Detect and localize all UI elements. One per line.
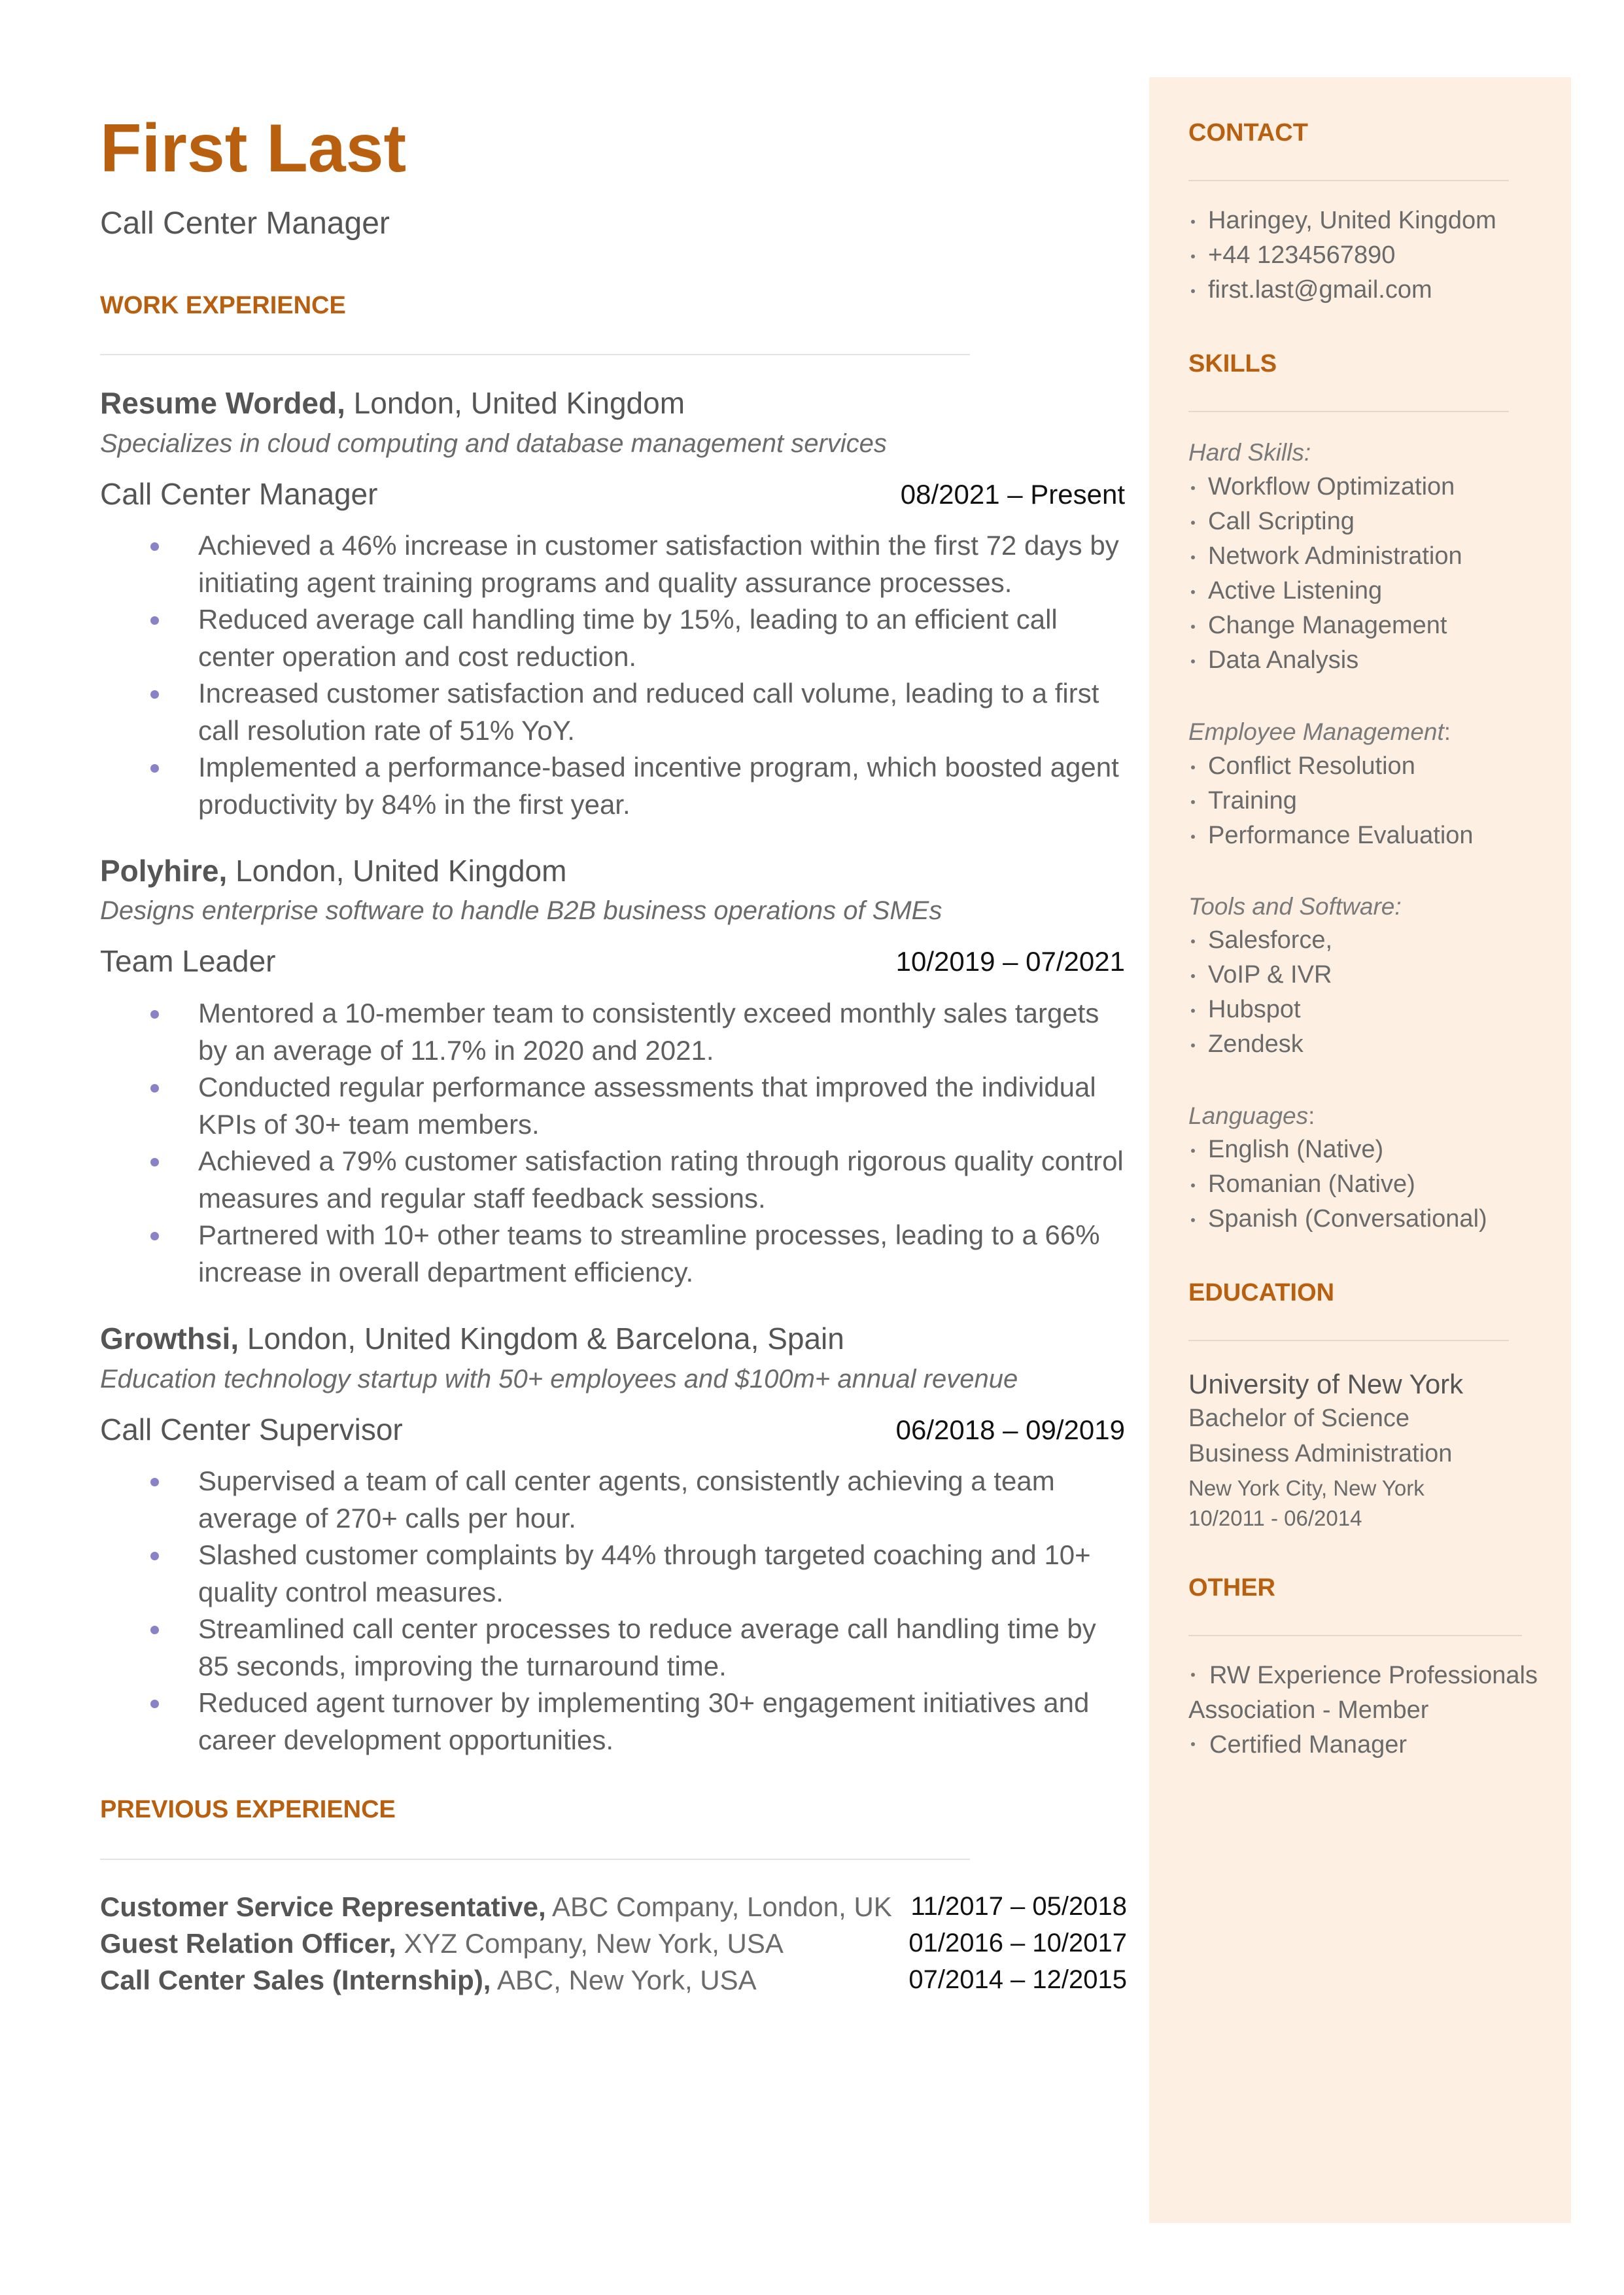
company-name: Resume Worded,: [100, 386, 345, 420]
job-bullets: [150, 1463, 1132, 1759]
bullet-item: [150, 527, 1132, 601]
skill-item: [1188, 574, 1555, 608]
previous-role: Customer Service Representative,: [100, 1891, 546, 1922]
job-dates: 06/2018 – 09/2019: [895, 1414, 1125, 1445]
company-location: London, United Kingdom: [227, 854, 567, 888]
bullet-dot-icon: [1191, 254, 1195, 258]
bullet-text: Achieved a 79% customer satisfaction rating through rigorous quality control measures and regular staff feedback sessions.: [198, 1146, 1124, 1214]
bullet-item: [150, 1463, 1132, 1537]
sidebar-divider: [1188, 1340, 1509, 1341]
skill-item: [1188, 608, 1555, 643]
skill-text: Workflow Optimization: [1208, 473, 1455, 500]
bullet-dot-icon: [150, 1700, 159, 1708]
skill-item: [1188, 784, 1555, 818]
skills-group-label-text: Languages: [1188, 1102, 1309, 1129]
bullet-item: [150, 995, 1132, 1069]
previous-dates: 11/2017 – 05/2018: [910, 1892, 1127, 1921]
bullet-text: Increased customer satisfaction and reduced call volume, leading to a first call resolution rate of 51% YoY.: [198, 678, 1099, 746]
skills-group-label-text: Employee Management: [1188, 718, 1444, 745]
bullet-text: Streamlined call center processes to reduce average call handling time by 85 seconds, improving the turnaround time.: [198, 1613, 1096, 1681]
bullet-item: [150, 1143, 1132, 1217]
bullet-dot-icon: [1191, 659, 1195, 663]
bullet-item: [150, 1217, 1132, 1291]
company-name: Polyhire,: [100, 854, 228, 888]
skill-text: Spanish (Conversational): [1208, 1205, 1487, 1233]
skill-item: [1188, 749, 1555, 784]
bullet-text: Reduced average call handling time by 15%, leading to an efficient call center operation and cost reduction.: [198, 604, 1058, 672]
bullet-dot-icon: [1191, 1183, 1195, 1187]
sidebar-divider: [1188, 411, 1509, 412]
contact-email: [1188, 273, 1555, 307]
bullet-text: Conducted regular performance assessments that improved the individual KPIs of 30+ team members.: [198, 1072, 1096, 1140]
skills-group-label-suffix: :: [1308, 1102, 1315, 1129]
education-location: New York City, New York: [1188, 1476, 1425, 1500]
company-description: Specializes in cloud computing and database management services: [100, 429, 887, 458]
bullet-dot-icon: [1191, 625, 1195, 629]
bullet-dot-icon: [1191, 835, 1195, 839]
company-location: London, United Kingdom & Barcelona, Spain: [239, 1322, 844, 1356]
contact-phone: [1188, 238, 1555, 273]
skill-text: Network Administration: [1208, 542, 1462, 570]
bullet-dot-icon: [1191, 765, 1195, 769]
contact-location-text: Haringey, United Kingdom: [1208, 207, 1496, 234]
other-item-text: RW Experience Professionals Association - Member: [1188, 1662, 1538, 1724]
bullet-dot-icon: [1191, 289, 1195, 293]
skill-text: Salesforce,: [1208, 926, 1333, 954]
skill-item: [1188, 1202, 1555, 1236]
skills-list: [1188, 749, 1555, 853]
job-dates: 10/2019 – 07/2021: [895, 946, 1125, 977]
bullet-item: [150, 601, 1132, 675]
skills-group-label-suffix: :: [1443, 718, 1451, 745]
skill-item: [1188, 1167, 1555, 1202]
bullet-dot-icon: [1191, 800, 1195, 804]
bullet-dot-icon: [1191, 939, 1195, 943]
bullet-dot-icon: [150, 690, 159, 699]
bullet-dot-icon: [1191, 590, 1195, 594]
previous-role: Call Center Sales (Internship),: [100, 1965, 491, 1995]
skill-item: [1188, 818, 1555, 853]
bullet-dot-icon: [1191, 1742, 1195, 1746]
contact-email-text: first.last@gmail.com: [1208, 276, 1432, 304]
company-name: Growthsi,: [100, 1322, 239, 1356]
bullet-dot-icon: [1191, 1218, 1195, 1222]
bullet-dot-icon: [150, 542, 159, 551]
bullet-text: Achieved a 46% increase in customer satisfaction within the first 72 days by initiating agent training programs and quality assurance processes.: [198, 530, 1119, 598]
bullet-item: [150, 1069, 1132, 1143]
bullet-dot-icon: [1191, 220, 1195, 224]
skill-text: Training: [1208, 787, 1297, 815]
skills-title: SKILLS: [1188, 350, 1277, 377]
previous-org: XYZ Company, New York, USA: [396, 1928, 784, 1959]
skill-text: Data Analysis: [1208, 646, 1359, 674]
job-role: Call Center Manager: [100, 477, 378, 511]
education-dates: 10/2011 - 06/2014: [1188, 1506, 1362, 1530]
job-dates: 08/2021 – Present: [900, 479, 1125, 510]
contact-list: [1188, 203, 1555, 307]
other-item: [1188, 1658, 1555, 1728]
job-bullets: [150, 527, 1132, 823]
previous-experience-row: [100, 1927, 1127, 1960]
previous-dates: 07/2014 – 12/2015: [908, 1965, 1127, 1994]
section-divider: [100, 354, 970, 355]
company-location: London, United Kingdom: [345, 386, 685, 420]
skill-text: Active Listening: [1208, 577, 1383, 604]
contact-phone-text: +44 1234567890: [1208, 241, 1396, 269]
other-item-text: Certified Manager: [1209, 1731, 1408, 1759]
bullet-dot-icon: [1191, 521, 1195, 525]
bullet-dot-icon: [150, 1478, 159, 1486]
bullet-dot-icon: [1191, 1673, 1195, 1677]
skill-text: VoIP & IVR: [1208, 961, 1332, 989]
previous-experience-row: [100, 1964, 1127, 1997]
skill-text: Call Scripting: [1208, 508, 1355, 535]
education-degree: Bachelor of Science: [1188, 1405, 1409, 1432]
skill-text: English (Native): [1208, 1136, 1384, 1163]
bullet-text: Partnered with 10+ other teams to streamline processes, leading to a 66% increase in overall department efficiency.: [198, 1219, 1100, 1288]
education-title: EDUCATION: [1188, 1279, 1335, 1306]
education-school: University of New York: [1188, 1369, 1464, 1399]
skill-item: [1188, 470, 1555, 504]
bullet-dot-icon: [150, 1010, 159, 1019]
previous-org: ABC, New York, USA: [491, 1965, 757, 1995]
bullet-dot-icon: [150, 1552, 159, 1560]
bullet-dot-icon: [150, 764, 159, 773]
previous-experience-row: [100, 1891, 1127, 1923]
education-field: Business Administration: [1188, 1440, 1453, 1467]
skill-item: [1188, 643, 1555, 678]
skill-text: Performance Evaluation: [1208, 822, 1474, 849]
previous-experience-title: PREVIOUS EXPERIENCE: [100, 1796, 396, 1823]
skills-group-label: [1188, 718, 1451, 746]
skill-item: [1188, 958, 1555, 992]
bullet-text: Supervised a team of call center agents, consistently achieving a team average of 270+ calls per hour.: [198, 1465, 1055, 1533]
skills-group-label: Hard Skills:: [1188, 439, 1311, 466]
previous-org: ABC Company, London, UK: [545, 1891, 892, 1922]
job-company-line: [100, 1321, 844, 1357]
skills-group-label: Tools and Software:: [1188, 893, 1402, 920]
job-company-line: [100, 853, 566, 889]
contact-location: [1188, 203, 1555, 238]
skills-list: [1188, 1132, 1555, 1236]
bullet-dot-icon: [1191, 1009, 1195, 1013]
bullet-text: Mentored a 10-member team to consistently exceed monthly sales targets by an average of 11.7% in 2020 and 2021.: [198, 998, 1099, 1066]
section-divider: [100, 1859, 970, 1860]
company-description: Designs enterprise software to handle B2B business operations of SMEs: [100, 896, 942, 925]
job-role: Call Center Supervisor: [100, 1412, 403, 1446]
skill-text: Change Management: [1208, 612, 1447, 639]
bullet-item: [150, 749, 1132, 823]
candidate-name: First Last: [100, 111, 407, 186]
bullet-dot-icon: [150, 1158, 159, 1166]
bullet-dot-icon: [1191, 486, 1195, 490]
company-description: Education technology startup with 50+ employees and $100m+ annual revenue: [100, 1365, 1018, 1393]
work-experience-title: WORK EXPERIENCE: [100, 292, 346, 319]
job-company-line: [100, 385, 685, 421]
skill-item: [1188, 1027, 1555, 1062]
bullet-dot-icon: [1191, 555, 1195, 559]
bullet-dot-icon: [150, 1084, 159, 1093]
skill-text: Hubspot: [1208, 996, 1301, 1023]
candidate-headline: Call Center Manager: [100, 206, 390, 241]
skill-item: [1188, 923, 1555, 958]
other-item: [1188, 1728, 1555, 1762]
skill-item: [1188, 1132, 1555, 1167]
bullet-dot-icon: [150, 616, 159, 625]
sidebar-divider: [1188, 180, 1509, 181]
skill-item: [1188, 539, 1555, 574]
bullet-dot-icon: [1191, 1149, 1195, 1153]
bullet-text: Slashed customer complaints by 44% through targeted coaching and 10+ quality control measures.: [198, 1539, 1091, 1607]
bullet-item: [150, 1537, 1132, 1611]
other-title: OTHER: [1188, 1574, 1275, 1602]
previous-role: Guest Relation Officer,: [100, 1928, 396, 1959]
bullet-dot-icon: [1191, 1043, 1195, 1047]
bullet-text: Reduced agent turnover by implementing 30+ engagement initiatives and career development opportunities.: [198, 1687, 1090, 1755]
bullet-dot-icon: [150, 1626, 159, 1634]
skill-text: Romanian (Native): [1208, 1170, 1415, 1198]
skill-item: [1188, 504, 1555, 539]
bullet-dot-icon: [150, 1232, 159, 1240]
skill-text: Conflict Resolution: [1208, 752, 1415, 780]
job-role: Team Leader: [100, 944, 276, 978]
skills-group-label: [1188, 1102, 1315, 1130]
skills-list: [1188, 470, 1555, 678]
bullet-item: [150, 1685, 1132, 1759]
previous-dates: 01/2016 – 10/2017: [908, 1929, 1127, 1957]
sidebar-divider: [1188, 1635, 1522, 1636]
contact-title: CONTACT: [1188, 119, 1308, 147]
bullet-dot-icon: [1191, 974, 1195, 978]
skill-text: Zendesk: [1208, 1030, 1304, 1058]
skill-item: [1188, 992, 1555, 1027]
bullet-item: [150, 675, 1132, 749]
skills-list: [1188, 923, 1555, 1062]
bullet-item: [150, 1611, 1132, 1685]
job-bullets: [150, 995, 1132, 1291]
bullet-text: Implemented a performance-based incentive program, which boosted agent productivity by 84% in the first year.: [198, 752, 1119, 820]
